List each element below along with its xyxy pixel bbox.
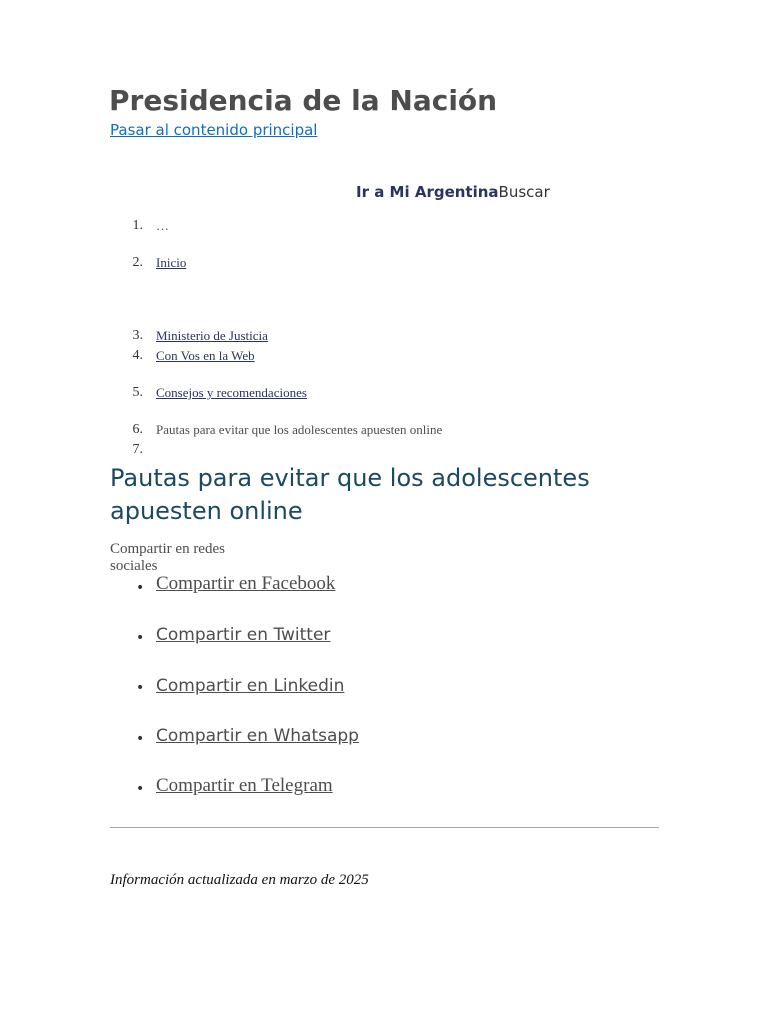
bullet-icon: • [136, 731, 145, 747]
share-twitter-link[interactable]: Compartir en Twitter [156, 625, 331, 645]
breadcrumb-number: 7. [132, 442, 143, 457]
header-actions [356, 183, 550, 201]
site-title: Presidencia de la Nación [109, 84, 498, 117]
breadcrumb-number: 1. [132, 218, 143, 233]
share-whatsapp-link[interactable]: Compartir en Whatsapp [156, 726, 359, 746]
share-telegram-link[interactable]: Compartir en Telegram [156, 775, 333, 796]
breadcrumb-item-ministerio[interactable]: Ministerio de Justicia [156, 328, 268, 343]
breadcrumb-item-consejos[interactable]: Consejos y recomendaciones [156, 385, 307, 400]
share-linkedin-link[interactable]: Compartir en Linkedin [156, 676, 345, 696]
skip-to-content-link[interactable]: Pasar al contenido principal [110, 121, 318, 139]
share-label: Compartir en redes sociales [110, 541, 225, 574]
bullet-icon: • [136, 680, 145, 696]
last-updated-note: Información actualizada en marzo de 2025 [110, 872, 369, 888]
content-divider [110, 827, 659, 828]
breadcrumb-number: 5. [132, 385, 143, 400]
breadcrumb-number: 6. [132, 422, 143, 437]
share-facebook-link[interactable]: Compartir en Facebook [156, 573, 336, 594]
bullet-icon: • [136, 580, 145, 596]
mi-argentina-link[interactable]: Ir a Mi Argentina [356, 183, 499, 201]
breadcrumb-item-inicio[interactable]: Inicio [156, 255, 187, 270]
breadcrumb-ellipsis[interactable]: … [156, 218, 169, 233]
bullet-icon: • [136, 781, 145, 797]
search-button[interactable]: Buscar [498, 183, 550, 201]
page-title: Pautas para evitar que los adolescentes apuesten online [110, 464, 590, 525]
breadcrumb-item-con-vos[interactable]: Con Vos en la Web [156, 348, 255, 363]
bullet-icon: • [136, 630, 145, 646]
breadcrumb-number: 3. [132, 328, 143, 343]
breadcrumb-number: 2. [132, 255, 143, 270]
breadcrumb-number: 4. [132, 348, 143, 363]
breadcrumb-item-current: Pautas para evitar que los adolescentes apuesten online [156, 422, 443, 437]
